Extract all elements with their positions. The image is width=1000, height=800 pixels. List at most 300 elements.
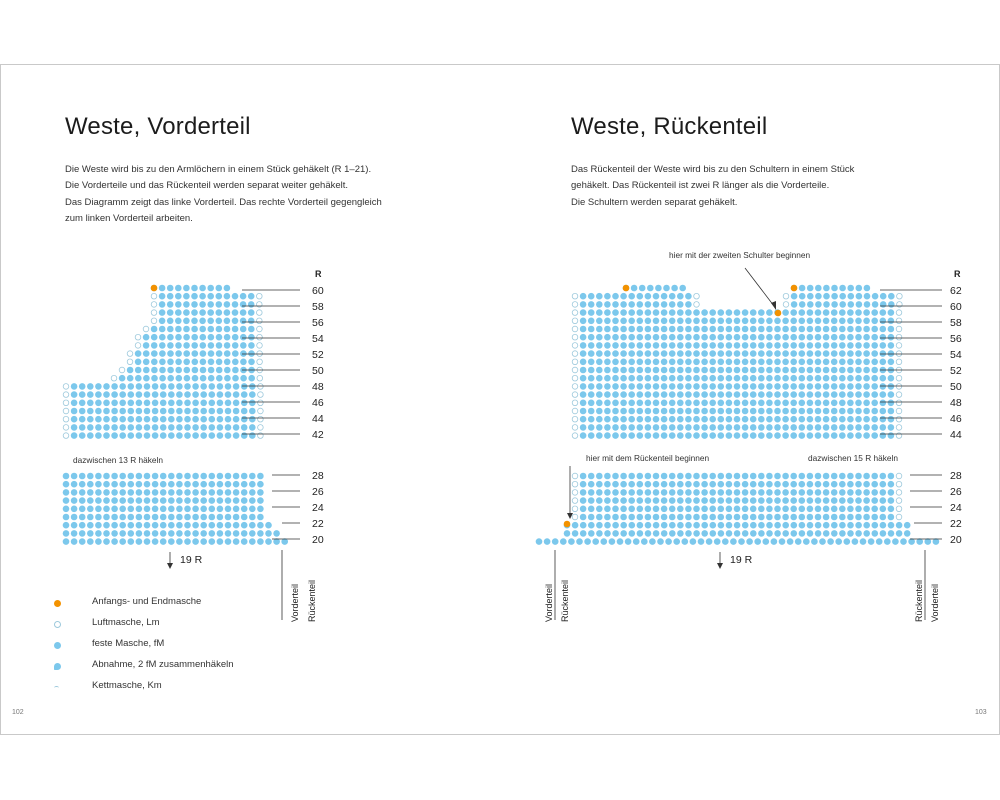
single-crochet-stitch bbox=[103, 489, 110, 496]
single-crochet-stitch bbox=[249, 432, 256, 439]
row-number: 58 bbox=[312, 301, 324, 313]
single-crochet-stitch bbox=[726, 350, 733, 357]
single-crochet-stitch bbox=[701, 342, 708, 349]
single-crochet-stitch bbox=[645, 514, 652, 521]
single-crochet-stitch bbox=[669, 334, 676, 341]
single-crochet-stitch bbox=[620, 530, 627, 537]
single-crochet-stitch bbox=[701, 400, 708, 407]
single-crochet-stitch bbox=[152, 383, 159, 390]
single-crochet-stitch bbox=[685, 408, 692, 415]
single-crochet-stitch bbox=[669, 506, 676, 513]
single-crochet-stitch bbox=[872, 522, 879, 529]
chain-stitch bbox=[896, 473, 902, 479]
single-crochet-stitch bbox=[653, 318, 660, 325]
single-crochet-stitch bbox=[653, 408, 660, 415]
single-crochet-stitch bbox=[677, 424, 684, 431]
single-crochet-stitch bbox=[701, 334, 708, 341]
single-crochet-stitch bbox=[653, 522, 660, 529]
single-crochet-stitch bbox=[152, 400, 159, 407]
single-crochet-stitch bbox=[240, 334, 247, 341]
single-crochet-stitch bbox=[128, 514, 135, 521]
single-crochet-stitch bbox=[79, 408, 86, 415]
single-crochet-stitch bbox=[847, 497, 854, 504]
single-crochet-stitch bbox=[645, 301, 652, 308]
single-crochet-stitch bbox=[863, 522, 870, 529]
single-crochet-stitch bbox=[216, 309, 223, 316]
chain-stitch bbox=[258, 400, 264, 406]
single-crochet-stitch bbox=[799, 285, 806, 292]
single-crochet-stitch bbox=[620, 400, 627, 407]
single-crochet-stitch bbox=[855, 350, 862, 357]
single-crochet-stitch bbox=[604, 400, 611, 407]
single-crochet-stitch bbox=[620, 342, 627, 349]
single-crochet-stitch bbox=[693, 522, 700, 529]
single-crochet-stitch bbox=[192, 400, 199, 407]
single-crochet-stitch bbox=[136, 391, 143, 398]
single-crochet-stitch bbox=[580, 489, 587, 496]
single-crochet-stitch bbox=[815, 514, 822, 521]
single-crochet-stitch bbox=[669, 530, 676, 537]
single-crochet-stitch bbox=[799, 416, 806, 423]
single-crochet-stitch bbox=[653, 506, 660, 513]
single-crochet-stitch bbox=[888, 342, 895, 349]
single-crochet-stitch bbox=[609, 538, 616, 545]
single-crochet-stitch bbox=[176, 530, 183, 537]
single-crochet-stitch bbox=[782, 408, 789, 415]
single-crochet-stitch bbox=[811, 538, 818, 545]
single-crochet-stitch bbox=[629, 522, 636, 529]
single-crochet-stitch bbox=[790, 350, 797, 357]
single-crochet-stitch bbox=[620, 473, 627, 480]
single-crochet-stitch bbox=[774, 367, 781, 374]
single-crochet-stitch bbox=[612, 350, 619, 357]
single-crochet-stitch bbox=[831, 359, 838, 366]
single-crochet-stitch bbox=[167, 301, 174, 308]
single-crochet-stitch bbox=[144, 432, 151, 439]
single-crochet-stitch bbox=[718, 473, 725, 480]
single-crochet-stitch bbox=[71, 391, 78, 398]
single-crochet-stitch bbox=[79, 473, 86, 480]
single-crochet-stitch bbox=[175, 301, 182, 308]
single-crochet-stitch bbox=[831, 489, 838, 496]
single-crochet-stitch bbox=[790, 489, 797, 496]
single-crochet-stitch bbox=[232, 293, 239, 300]
single-crochet-stitch bbox=[248, 301, 255, 308]
single-crochet-stitch bbox=[144, 506, 151, 513]
single-crochet-stitch bbox=[103, 530, 110, 537]
single-crochet-stitch bbox=[815, 367, 822, 374]
single-crochet-stitch bbox=[612, 416, 619, 423]
single-crochet-stitch bbox=[799, 424, 806, 431]
single-crochet-stitch bbox=[159, 334, 166, 341]
single-crochet-stitch bbox=[612, 309, 619, 316]
single-crochet-stitch bbox=[233, 481, 240, 488]
single-crochet-stitch bbox=[685, 506, 692, 513]
single-crochet-stitch bbox=[225, 408, 232, 415]
single-crochet-stitch bbox=[176, 416, 183, 423]
single-crochet-stitch bbox=[233, 506, 240, 513]
single-crochet-stitch bbox=[127, 375, 134, 382]
single-crochet-stitch bbox=[847, 473, 854, 480]
single-crochet-stitch bbox=[645, 481, 652, 488]
single-crochet-stitch bbox=[135, 375, 142, 382]
single-crochet-stitch bbox=[815, 293, 822, 300]
single-crochet-stitch bbox=[709, 391, 716, 398]
single-crochet-stitch bbox=[183, 293, 190, 300]
single-crochet-stitch bbox=[144, 473, 151, 480]
single-crochet-stitch bbox=[111, 514, 118, 521]
single-crochet-stitch bbox=[111, 530, 118, 537]
single-crochet-stitch bbox=[128, 383, 135, 390]
single-crochet-stitch bbox=[888, 408, 895, 415]
single-crochet-stitch bbox=[604, 489, 611, 496]
single-crochet-stitch bbox=[225, 514, 232, 521]
single-crochet-stitch bbox=[95, 530, 102, 537]
single-crochet-stitch bbox=[782, 400, 789, 407]
single-crochet-stitch bbox=[596, 293, 603, 300]
single-crochet-stitch bbox=[855, 506, 862, 513]
single-crochet-stitch bbox=[208, 326, 215, 333]
single-crochet-stitch bbox=[661, 522, 668, 529]
single-crochet-stitch bbox=[790, 359, 797, 366]
single-crochet-stitch bbox=[839, 514, 846, 521]
chain-stitch bbox=[257, 310, 263, 316]
single-crochet-stitch bbox=[612, 506, 619, 513]
single-crochet-stitch bbox=[168, 383, 175, 390]
single-crochet-stitch bbox=[847, 522, 854, 529]
single-crochet-stitch bbox=[855, 416, 862, 423]
single-crochet-stitch bbox=[863, 334, 870, 341]
single-crochet-stitch bbox=[677, 350, 684, 357]
single-crochet-stitch bbox=[855, 530, 862, 537]
pointer-arrow-head bbox=[771, 301, 776, 310]
single-crochet-stitch bbox=[742, 530, 749, 537]
single-crochet-stitch bbox=[758, 342, 765, 349]
single-crochet-stitch bbox=[880, 375, 887, 382]
single-crochet-stitch bbox=[544, 538, 551, 545]
single-crochet-stitch bbox=[95, 400, 102, 407]
single-crochet-stitch bbox=[774, 342, 781, 349]
single-crochet-stitch bbox=[734, 489, 741, 496]
single-crochet-stitch bbox=[847, 408, 854, 415]
single-crochet-stitch bbox=[572, 530, 579, 537]
row-number: 62 bbox=[950, 285, 962, 297]
single-crochet-stitch bbox=[888, 416, 895, 423]
single-crochet-stitch bbox=[766, 375, 773, 382]
single-crochet-stitch bbox=[217, 522, 224, 529]
single-crochet-stitch bbox=[661, 497, 668, 504]
chain-stitch bbox=[257, 375, 263, 381]
single-crochet-stitch bbox=[628, 383, 635, 390]
single-crochet-stitch bbox=[596, 473, 603, 480]
chain-stitch bbox=[257, 326, 263, 332]
single-crochet-stitch bbox=[128, 497, 135, 504]
single-crochet-stitch bbox=[685, 481, 692, 488]
single-crochet-stitch bbox=[192, 391, 199, 398]
single-crochet-stitch bbox=[103, 506, 110, 513]
single-crochet-stitch bbox=[782, 359, 789, 366]
single-crochet-stitch bbox=[750, 400, 757, 407]
single-crochet-stitch bbox=[726, 391, 733, 398]
single-crochet-stitch bbox=[144, 497, 151, 504]
single-crochet-stitch bbox=[103, 424, 110, 431]
single-crochet-stitch bbox=[839, 350, 846, 357]
single-crochet-stitch bbox=[136, 432, 143, 439]
single-crochet-stitch bbox=[896, 522, 903, 529]
single-crochet-stitch bbox=[183, 350, 190, 357]
single-crochet-stitch bbox=[620, 375, 627, 382]
single-crochet-stitch bbox=[217, 506, 224, 513]
single-crochet-stitch bbox=[184, 530, 191, 537]
single-crochet-stitch bbox=[782, 522, 789, 529]
single-crochet-stitch bbox=[241, 391, 248, 398]
single-crochet-stitch bbox=[645, 391, 652, 398]
single-crochet-stitch bbox=[628, 318, 635, 325]
single-crochet-stitch bbox=[119, 424, 126, 431]
single-crochet-stitch bbox=[839, 301, 846, 308]
single-crochet-stitch bbox=[167, 318, 174, 325]
single-crochet-stitch bbox=[758, 473, 765, 480]
single-crochet-stitch bbox=[831, 514, 838, 521]
single-crochet-stitch bbox=[637, 416, 644, 423]
single-crochet-stitch bbox=[799, 514, 806, 521]
single-crochet-stitch bbox=[839, 432, 846, 439]
single-crochet-stitch bbox=[175, 285, 182, 292]
single-crochet-stitch bbox=[701, 514, 708, 521]
single-crochet-stitch bbox=[604, 391, 611, 398]
single-crochet-stitch bbox=[839, 522, 846, 529]
single-crochet-stitch bbox=[831, 432, 838, 439]
start-end-stitch bbox=[564, 521, 571, 528]
chain-stitch bbox=[572, 359, 578, 365]
single-crochet-stitch bbox=[580, 334, 587, 341]
single-crochet-stitch bbox=[815, 375, 822, 382]
single-crochet-stitch bbox=[207, 301, 214, 308]
single-crochet-stitch bbox=[880, 318, 887, 325]
single-crochet-stitch bbox=[200, 530, 207, 537]
single-crochet-stitch bbox=[831, 481, 838, 488]
single-crochet-stitch bbox=[718, 400, 725, 407]
single-crochet-stitch bbox=[580, 506, 587, 513]
single-crochet-stitch bbox=[807, 350, 814, 357]
single-crochet-stitch bbox=[766, 514, 773, 521]
row-number: 54 bbox=[312, 333, 324, 345]
chain-stitch bbox=[896, 514, 902, 520]
single-crochet-stitch bbox=[612, 301, 619, 308]
single-crochet-stitch bbox=[709, 506, 716, 513]
single-crochet-stitch bbox=[612, 432, 619, 439]
chain-stitch bbox=[896, 359, 902, 365]
single-crochet-stitch bbox=[620, 489, 627, 496]
side-label-vorderteil: Vorderteil bbox=[544, 583, 554, 622]
single-crochet-stitch bbox=[677, 530, 684, 537]
chain-stitch bbox=[572, 384, 578, 390]
single-crochet-stitch bbox=[216, 350, 223, 357]
single-crochet-stitch bbox=[637, 506, 644, 513]
single-crochet-stitch bbox=[669, 391, 676, 398]
single-crochet-stitch bbox=[726, 522, 733, 529]
chain-stitch bbox=[896, 400, 902, 406]
single-crochet-stitch bbox=[823, 481, 830, 488]
single-crochet-stitch bbox=[209, 489, 216, 496]
single-crochet-stitch bbox=[880, 408, 887, 415]
single-crochet-stitch bbox=[580, 473, 587, 480]
single-crochet-stitch bbox=[782, 383, 789, 390]
single-crochet-stitch bbox=[224, 342, 231, 349]
single-crochet-stitch bbox=[709, 318, 716, 325]
single-crochet-stitch bbox=[661, 359, 668, 366]
single-crochet-stitch bbox=[628, 342, 635, 349]
chain-stitch bbox=[896, 384, 902, 390]
single-crochet-stitch bbox=[136, 514, 143, 521]
single-crochet-stitch bbox=[209, 497, 216, 504]
single-crochet-stitch bbox=[580, 383, 587, 390]
single-crochet-stitch bbox=[880, 359, 887, 366]
single-crochet-stitch bbox=[847, 359, 854, 366]
single-crochet-stitch bbox=[192, 489, 199, 496]
single-crochet-stitch bbox=[807, 301, 814, 308]
single-crochet-stitch bbox=[637, 359, 644, 366]
single-crochet-stitch bbox=[233, 432, 240, 439]
single-crochet-stitch bbox=[604, 301, 611, 308]
single-crochet-stitch bbox=[774, 432, 781, 439]
single-crochet-stitch bbox=[693, 309, 700, 316]
single-crochet-stitch bbox=[653, 359, 660, 366]
single-crochet-stitch bbox=[612, 514, 619, 521]
single-crochet-stitch bbox=[701, 416, 708, 423]
single-crochet-stitch bbox=[669, 375, 676, 382]
chain-stitch bbox=[258, 408, 264, 414]
single-crochet-stitch bbox=[168, 522, 175, 529]
single-crochet-stitch bbox=[136, 481, 143, 488]
single-crochet-stitch bbox=[655, 285, 662, 292]
single-crochet-stitch bbox=[604, 432, 611, 439]
single-crochet-stitch bbox=[241, 497, 248, 504]
single-crochet-stitch bbox=[734, 367, 741, 374]
single-crochet-stitch bbox=[200, 367, 207, 374]
single-crochet-stitch bbox=[685, 497, 692, 504]
single-crochet-stitch bbox=[645, 432, 652, 439]
row-number: 22 bbox=[312, 518, 324, 530]
single-crochet-stitch bbox=[726, 408, 733, 415]
single-crochet-stitch bbox=[628, 400, 635, 407]
single-crochet-stitch bbox=[844, 538, 851, 545]
single-crochet-stitch bbox=[726, 506, 733, 513]
single-crochet-stitch bbox=[249, 514, 256, 521]
single-crochet-stitch bbox=[645, 530, 652, 537]
single-crochet-stitch bbox=[807, 481, 814, 488]
single-crochet-stitch bbox=[645, 424, 652, 431]
single-crochet-stitch bbox=[709, 309, 716, 316]
chain-stitch bbox=[572, 293, 578, 299]
single-crochet-stitch bbox=[167, 326, 174, 333]
single-crochet-stitch bbox=[685, 350, 692, 357]
single-crochet-stitch bbox=[855, 359, 862, 366]
single-crochet-stitch bbox=[152, 408, 159, 415]
legend-label: Anfangs- und Endmasche bbox=[92, 596, 202, 607]
single-crochet-stitch bbox=[175, 350, 182, 357]
single-crochet-stitch bbox=[847, 318, 854, 325]
single-crochet-stitch bbox=[685, 522, 692, 529]
single-crochet-stitch bbox=[742, 383, 749, 390]
single-crochet-stitch bbox=[742, 342, 749, 349]
single-crochet-stitch bbox=[209, 408, 216, 415]
single-crochet-stitch bbox=[730, 538, 737, 545]
single-crochet-stitch bbox=[847, 432, 854, 439]
single-crochet-stitch bbox=[815, 391, 822, 398]
single-crochet-stitch bbox=[750, 514, 757, 521]
single-crochet-stitch bbox=[892, 538, 899, 545]
single-crochet-stitch bbox=[240, 309, 247, 316]
single-crochet-stitch bbox=[612, 424, 619, 431]
left-between-note: dazwischen 13 R häkeln bbox=[73, 455, 163, 465]
chain-stitch bbox=[896, 481, 902, 487]
single-crochet-stitch bbox=[71, 481, 78, 488]
single-crochet-stitch bbox=[863, 408, 870, 415]
single-crochet-stitch bbox=[63, 489, 70, 496]
single-crochet-stitch bbox=[136, 506, 143, 513]
single-crochet-stitch bbox=[71, 489, 78, 496]
single-crochet-stitch bbox=[183, 301, 190, 308]
single-crochet-stitch bbox=[734, 326, 741, 333]
single-crochet-stitch bbox=[790, 408, 797, 415]
single-crochet-stitch bbox=[734, 514, 741, 521]
single-crochet-stitch bbox=[880, 489, 887, 496]
single-crochet-stitch bbox=[241, 416, 248, 423]
single-crochet-stitch bbox=[79, 432, 86, 439]
single-crochet-stitch bbox=[200, 416, 207, 423]
single-crochet-stitch bbox=[144, 391, 151, 398]
single-crochet-stitch bbox=[209, 506, 216, 513]
single-crochet-stitch bbox=[160, 416, 167, 423]
single-crochet-stitch bbox=[580, 342, 587, 349]
single-crochet-stitch bbox=[183, 318, 190, 325]
single-crochet-stitch bbox=[645, 367, 652, 374]
single-crochet-stitch bbox=[128, 424, 135, 431]
single-crochet-stitch bbox=[815, 416, 822, 423]
single-crochet-stitch bbox=[831, 506, 838, 513]
single-crochet-stitch bbox=[872, 301, 879, 308]
single-crochet-stitch bbox=[790, 375, 797, 382]
single-crochet-stitch bbox=[863, 367, 870, 374]
single-crochet-stitch bbox=[661, 375, 668, 382]
single-crochet-stitch bbox=[604, 497, 611, 504]
single-crochet-stitch bbox=[742, 489, 749, 496]
single-crochet-stitch bbox=[823, 506, 830, 513]
single-crochet-stitch bbox=[758, 506, 765, 513]
single-crochet-stitch bbox=[718, 522, 725, 529]
single-crochet-stitch bbox=[241, 432, 248, 439]
single-crochet-stitch bbox=[71, 432, 78, 439]
single-crochet-stitch bbox=[209, 383, 216, 390]
single-crochet-stitch bbox=[95, 489, 102, 496]
single-crochet-stitch bbox=[628, 506, 635, 513]
single-crochet-stitch bbox=[726, 318, 733, 325]
single-crochet-stitch bbox=[661, 514, 668, 521]
single-crochet-stitch bbox=[782, 334, 789, 341]
single-crochet-stitch bbox=[661, 318, 668, 325]
single-crochet-stitch bbox=[790, 318, 797, 325]
single-crochet-stitch bbox=[847, 375, 854, 382]
single-crochet-stitch bbox=[184, 481, 191, 488]
single-crochet-stitch bbox=[774, 400, 781, 407]
single-crochet-stitch bbox=[580, 318, 587, 325]
single-crochet-stitch bbox=[871, 424, 878, 431]
single-crochet-stitch bbox=[240, 375, 247, 382]
single-crochet-stitch bbox=[572, 522, 579, 529]
single-crochet-stitch bbox=[742, 506, 749, 513]
single-crochet-stitch bbox=[103, 416, 110, 423]
